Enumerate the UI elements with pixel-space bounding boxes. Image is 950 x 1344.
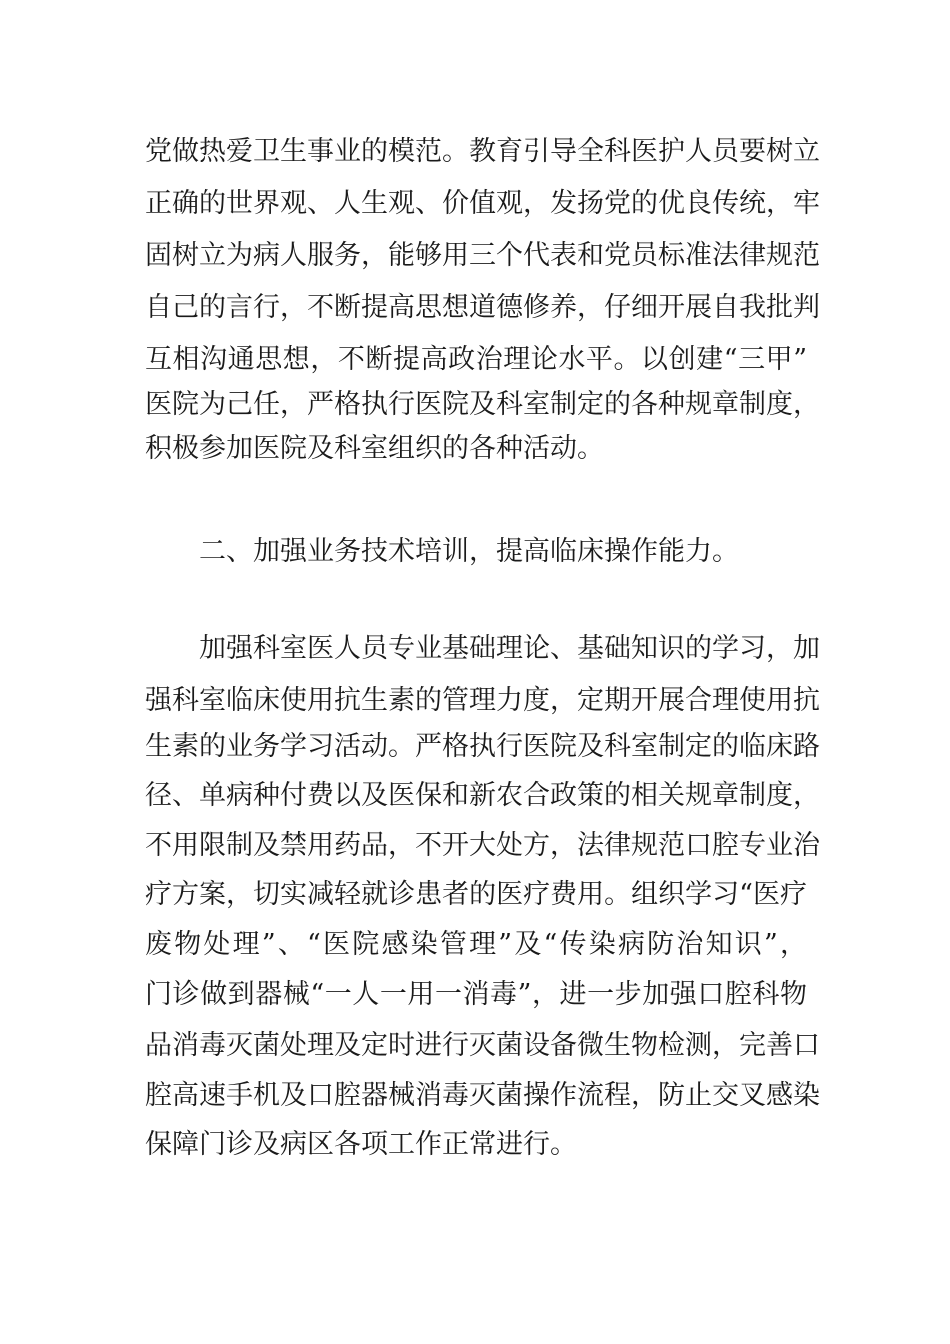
paragraph-1-line-3: 固树立为病人服务，能够用三个代表和党员标准法律规范 [145, 240, 820, 271]
paragraph-1-line-7: 积极参加医院及科室组织的各种活动。 [145, 433, 604, 464]
paragraph-2-line-7: 废物处理”、“医院感染管理”及“传染病防治知识”， [145, 929, 807, 960]
paragraph-1-line-6: 医院为己任，严格执行医院及科室制定的各种规章制度， [145, 389, 820, 420]
section-heading-2: 二、加强业务技术培训，提高临床操作能力。 [199, 536, 739, 567]
paragraph-2-line-5: 不用限制及禁用药品，不开大处方，法律规范口腔专业治 [145, 830, 820, 861]
paragraph-2-line-9: 品消毒灭菌处理及定时进行灭菌设备微生物检测，完善口 [145, 1030, 820, 1061]
paragraph-1-line-5: 互相沟通思想，不断提高政治理论水平。以创建“三甲” [145, 344, 807, 375]
paragraph-1-line-2: 正确的世界观、人生观、价值观，发扬党的优良传统，牢 [145, 188, 820, 219]
paragraph-1-line-4: 自己的言行，不断提高思想道德修养，仔细开展自我批判 [145, 292, 820, 323]
paragraph-2-line-10: 腔高速手机及口腔器械消毒灭菌操作流程，防止交叉感染 [145, 1080, 820, 1111]
paragraph-2-line-3: 生素的业务学习活动。严格执行医院及科室制定的临床路 [145, 731, 820, 762]
paragraph-2-line-2: 强科室临床使用抗生素的管理力度，定期开展合理使用抗 [145, 685, 820, 716]
paragraph-2-line-4: 径、单病种付费以及医保和新农合政策的相关规章制度， [145, 780, 820, 811]
paragraph-2-line-6: 疗方案，切实减轻就诊患者的医疗费用。组织学习“医疗 [145, 879, 807, 910]
paragraph-2-line-8: 门诊做到器械“一人一用一消毒”，进一步加强口腔科物 [145, 979, 807, 1010]
paragraph-2-line-11: 保障门诊及病区各项工作正常进行。 [145, 1129, 577, 1160]
paragraph-2-line-1: 加强科室医人员专业基础理论、基础知识的学习，加 [199, 633, 820, 664]
paragraph-1-line-1: 党做热爱卫生事业的模范。教育引导全科医护人员要树立 [145, 136, 820, 167]
